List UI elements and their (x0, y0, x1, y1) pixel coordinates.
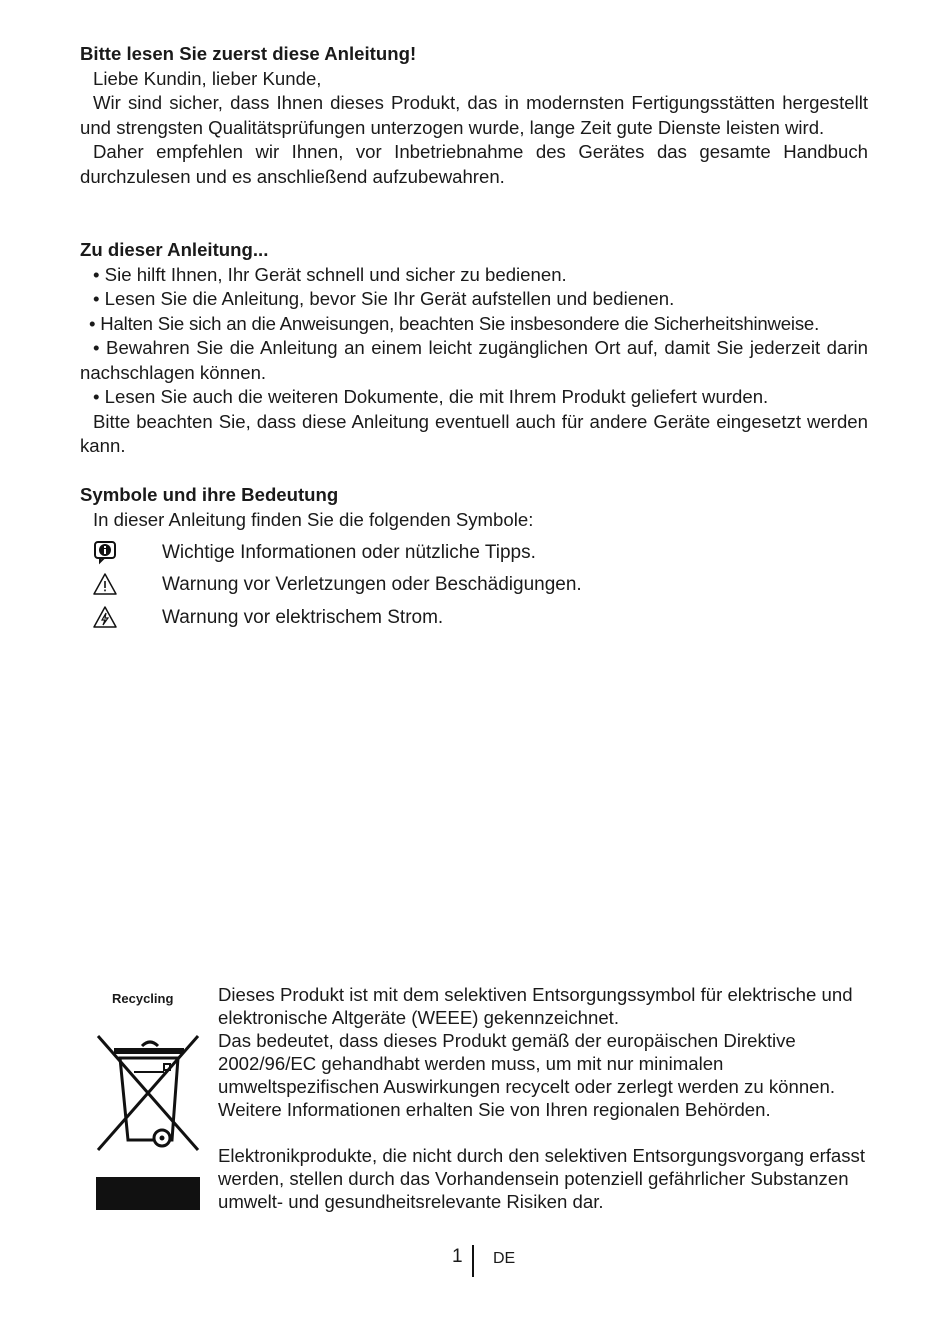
page-number: 1 (452, 1246, 463, 1267)
language-code: DE (493, 1250, 516, 1267)
footer-divider (472, 1245, 474, 1277)
intro-paragraph-1: Wir sind sicher, dass Ihnen dieses Produkt, das in modernsten Fertigungsstätten hergestellt und strengsten Qualitätsprüfungen unterzogen wurde, lange Zeit gute Dienste leisten wird. (80, 92, 868, 138)
symbol-row-warning (80, 571, 780, 603)
warning-icon (92, 571, 118, 597)
weee-black-bar (96, 1177, 200, 1210)
symbol-row-electric (80, 604, 780, 636)
about-bullet: • Bewahren Sie die Anleitung an einem leicht zugänglichen Ort auf, damit Sie jederzeit darin nachschlagen können. (80, 337, 868, 383)
intro-section (80, 42, 868, 189)
symbol-text-info: Wichtige Informationen oder nützliche Tipps. (162, 542, 536, 563)
about-bullet: • Sie hilft Ihnen, Ihr Gerät schnell und sicher zu bedienen. (93, 263, 567, 285)
recycling-paragraph-1: Dieses Produkt ist mit dem selektiven Entsorgungssymbol für elektrische und elektronische Altgeräte (WEEE) gekennzeichnet. (218, 984, 853, 1028)
recycling-paragraph-4: Elektronikprodukte, die nicht durch den selektiven Entsorgungsvorgang erfasst werden, stellen durch das Vorhandensein potenziell gefährlicher Substanzen umwelt- und gesundheitsrelevante Risiken dar. (218, 1145, 866, 1212)
about-heading: Zu dieser Anleitung... (80, 239, 269, 260)
recycling-label: Recycling (112, 991, 174, 1006)
symbol-text-electric: Warnung vor elektrischem Strom. (162, 607, 444, 628)
symbol-row-info (80, 539, 780, 571)
symbol-text-warning: Warnung vor Verletzungen oder Beschädigungen. (162, 574, 582, 595)
about-bullet: • Halten Sie sich an die Anweisungen, beachten Sie insbesondere die Sicherheitshinweise. (89, 312, 820, 334)
recycling-paragraph-3: Weitere Informationen erhalten Sie von Ihren regionalen Behörden. (218, 1099, 771, 1120)
symbols-section (80, 483, 868, 532)
symbols-intro: In dieser Anleitung finden Sie die folgenden Symbole: (93, 508, 534, 530)
about-bullet: • Lesen Sie die Anleitung, bevor Sie Ihr Gerät aufstellen und bedienen. (93, 288, 675, 309)
about-section (80, 238, 868, 459)
intro-heading: Bitte lesen Sie zuerst diese Anleitung! (80, 43, 417, 64)
about-bullet: • Lesen Sie auch die weiteren Dokumente, die mit Ihrem Produkt geliefert wurden. (93, 386, 769, 407)
info-icon (92, 539, 118, 565)
electric-warning-icon (92, 604, 118, 630)
intro-paragraph-2: Daher empfehlen wir Ihnen, vor Inbetriebnahme des Gerätes das gesamte Handbuch durchzulesen und es anschließend aufzubewahren. (80, 141, 868, 187)
about-note: Bitte beachten Sie, dass diese Anleitung eventuell auch für andere Geräte eingesetzt werden kann. (80, 410, 868, 456)
greeting: Liebe Kundin, lieber Kunde, (93, 67, 322, 89)
crossed-bin-icon (94, 1030, 204, 1155)
recycling-text (218, 983, 868, 1213)
recycling-paragraph-2: Das bedeutet, dass dieses Produkt gemäß der europäischen Direktive 2002/96/EC gehandhabt werden muss, um mit nur minimalen umweltspezifischen Auswirkungen recycelt oder zerlegt werden zu können. (218, 1030, 836, 1097)
symbols-heading: Symbole und ihre Bedeutung (80, 484, 339, 505)
